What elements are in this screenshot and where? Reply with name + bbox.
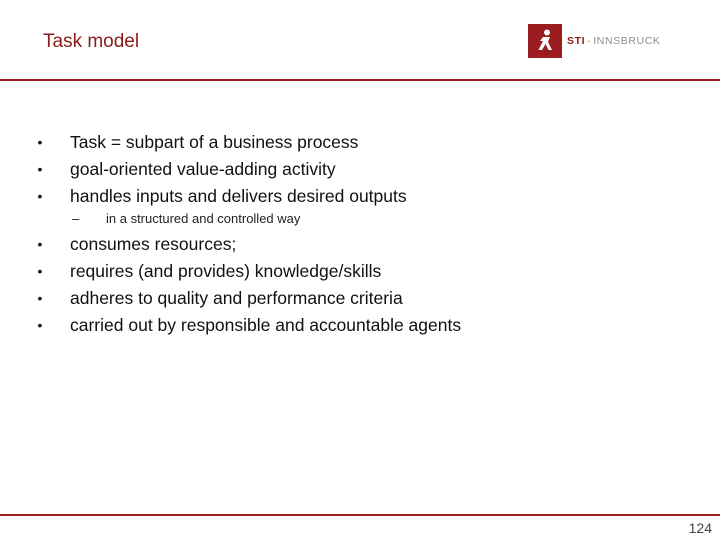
bullet-marker: • [37, 188, 43, 204]
list-item [37, 312, 462, 339]
footer-divider [0, 514, 720, 516]
sub-bullet [72, 211, 300, 226]
page-title: Task model [43, 31, 140, 52]
list-item [37, 156, 407, 183]
list-item [37, 129, 407, 156]
list-item-text: adheres to quality and performance criteria [70, 288, 403, 308]
bullet-list-primary [37, 129, 407, 210]
logo-sti-text: STI [567, 35, 586, 47]
bullet-marker: • [37, 236, 43, 252]
list-item [37, 258, 461, 285]
bullet-marker: • [37, 263, 43, 279]
page-number: 124 [688, 520, 712, 536]
list-item-text: carried out by responsible and accountable agents [70, 315, 462, 335]
list-item-text: goal-oriented value-adding activity [70, 159, 336, 179]
bullet-marker: • [37, 161, 43, 177]
sub-bullet-text: in a structured and controlled way [106, 211, 301, 226]
logo-innsbruck-text: INNSBRUCK [593, 35, 661, 47]
list-item-text: handles inputs and delivers desired outputs [70, 186, 407, 206]
logo-wordmark [567, 35, 661, 47]
list-item [37, 285, 461, 312]
logo-separator: · [587, 35, 592, 47]
sub-bullet-marker: – [72, 211, 80, 226]
header-divider [0, 79, 720, 81]
list-item-text: consumes resources; [70, 234, 237, 254]
bullet-marker: • [37, 134, 43, 150]
list-item-text: requires (and provides) knowledge/skills [70, 261, 382, 281]
list-item [37, 183, 407, 210]
sti-innsbruck-logo [528, 24, 661, 58]
bullet-marker: • [37, 290, 43, 306]
list-item [37, 231, 461, 258]
list-item-text: Task = subpart of a business process [70, 132, 359, 152]
bullet-list-secondary [37, 231, 462, 339]
bullet-marker: • [37, 317, 43, 333]
sti-logo-icon [528, 24, 562, 58]
